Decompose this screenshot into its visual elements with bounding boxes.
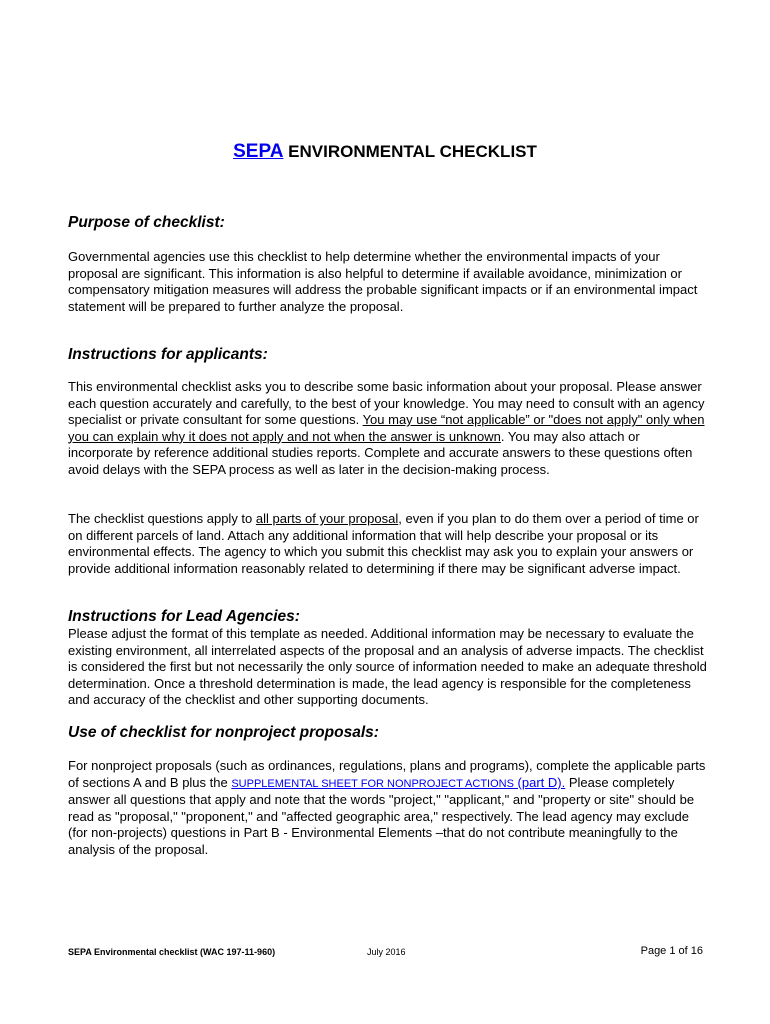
nonproject-body: For nonproject proposals (such as ordinances, regulations, plans and programs), complete the applicable parts of sections A and B plus the SUPPLEMENTAL SHEET FOR NONPROJECT ACTIONS (part D). Please completely answer all questions that apply and note that the words "project," "applicant," and "property or site" should be read as "proposal," "proponent," and "affected geographic area," respectively. The lead agency may exclude (for non-projects) questions in Part B - Environmental Elements –that do not contribute meaningfully to the analysis of the proposal. bbox=[68, 758, 706, 857]
all-parts-note: all parts of your proposal bbox=[255, 511, 399, 526]
applicants-paragraph-2: The checklist questions apply to all parts of your proposal, even if you plan to do them over a period of time or on different parcels of land. Attach any additional information that will help describe your proposal or its environmental effects. The agency to which you submit this checklist may ask you to explain your answers or provide additional information reasonably related to determining if there may be significant adverse impact. bbox=[68, 511, 699, 576]
purpose-body: Governmental agencies use this checklist to help determine whether the environmental impacts of your proposal are significant. This information is also helpful to determine if available avoidance, minimization or compensatory mitigation measures will address the probable significant impacts or if an environmental impact statement will be prepared to further analyze the proposal. bbox=[68, 249, 698, 314]
supplemental-sheet-link[interactable]: SUPPLEMENTAL SHEET FOR NONPROJECT ACTIONS (part D). bbox=[231, 774, 566, 790]
lead-agencies-body: Please adjust the format of this template as needed. Additional information may be necessary to evaluate the existing environment, all interrelated aspects of the proposal and an analysis of adverse impacts. The checklist is considered the first but not necessarily the only source of information needed to make an adequate threshold determination. Once a threshold determination is made, the lead agency is responsible for the completeness and accuracy of the checklist and other supporting documents. bbox=[68, 626, 707, 708]
not-applicable-note: You may use “not applicable” or "does not apply" only when you can explain why it does not apply and not when the answer is unknown bbox=[68, 412, 705, 444]
footer-date: July 2016 bbox=[367, 947, 406, 957]
title-text: ENVIRONMENTAL CHECKLIST bbox=[283, 142, 537, 161]
page-title bbox=[0, 141, 770, 163]
applicants-heading: Instructions for applicants: bbox=[68, 346, 268, 363]
footer-document-id: SEPA Environmental checklist (WAC 197-11-960) bbox=[68, 947, 276, 957]
sepa-link[interactable]: SEPA bbox=[233, 141, 284, 162]
applicants-paragraph-1: This environmental checklist asks you to describe some basic information about your proposal. Please answer each question accurately and carefully, to the best of your knowledge. You may need to consult with an agency specialist or private consultant for some questions. You may use “not applicable” or "does not apply" only when you can explain why it does not apply and not when the answer is unknown. You may also attach or incorporate by reference additional studies reports. Complete and accurate answers to these questions often avoid delays with the SEPA process as well as later in the decision-making process. bbox=[68, 379, 705, 477]
purpose-heading: Purpose of checklist: bbox=[68, 214, 225, 231]
lead-agencies-heading: Instructions for Lead Agencies: bbox=[68, 608, 300, 625]
nonproject-heading: Use of checklist for nonproject proposals: bbox=[68, 724, 379, 741]
footer-page-number: Page 1 of 16 bbox=[640, 945, 703, 957]
